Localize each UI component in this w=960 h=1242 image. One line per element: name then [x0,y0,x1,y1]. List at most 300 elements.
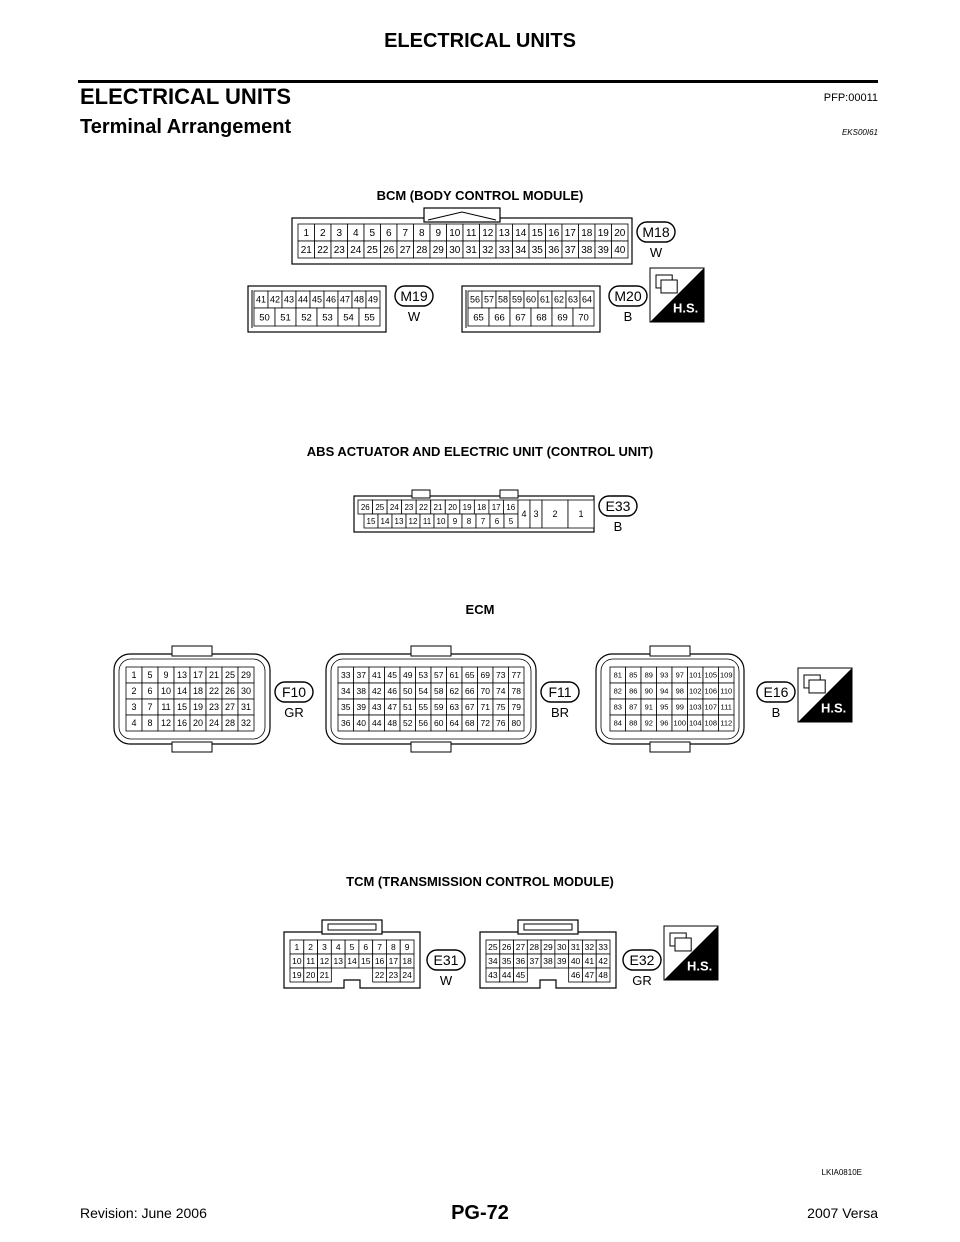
connector-color: W [439,973,453,988]
terminal-number: 8 [147,718,153,729]
hs-badge [650,268,704,322]
terminal-number: 91 [644,702,653,712]
terminal-number: 61 [449,670,459,681]
terminal-number: 106 [704,686,718,696]
terminal-number: 93 [660,670,669,680]
terminal-number: 40 [614,245,626,257]
terminal-number: 3 [131,702,137,713]
terminal-number: 48 [387,718,397,729]
terminal-number: 34 [341,686,351,697]
terminal-number: 24 [350,245,362,257]
terminal-number: 50 [403,686,413,697]
terminal-number: 2 [319,228,326,240]
terminal-number: 34 [515,245,527,257]
terminal-number: 14 [515,228,527,240]
terminal-number: 48 [353,294,365,305]
terminal-number: 18 [477,502,487,512]
terminal-number: 24 [208,718,220,729]
terminal-number: 27 [515,942,526,953]
terminal-number: 35 [531,245,543,257]
terminal-number: 66 [494,312,505,324]
terminal-number: 24 [402,970,412,981]
terminal-number: 20 [192,718,204,729]
connector-m18 [292,208,675,264]
terminal-number: 9 [163,670,169,681]
terminal-number: 86 [629,686,638,696]
terminal-number: 6 [147,686,153,697]
terminal-number: 58 [434,686,444,697]
terminal-number: 40 [356,718,366,729]
terminal-number: 5 [508,516,514,526]
terminal-number: 70 [480,686,490,697]
terminal-number: 10 [436,516,446,526]
terminal-number: 105 [704,670,718,680]
terminal-number: 3 [322,942,327,953]
terminal-number: 26 [383,245,395,257]
terminal-number: 51 [280,312,291,324]
terminal-number: 35 [501,956,512,967]
terminal-number: 101 [688,670,702,680]
terminal-number: 97 [675,670,684,680]
terminal-number: 57 [434,670,444,681]
terminal-number: 6 [494,516,500,526]
terminal-number: 71 [480,702,490,713]
terminal-number: 37 [529,956,539,967]
terminal-number: 11 [306,956,316,967]
terminal-number: 40 [570,956,581,967]
terminal-number: 25 [224,670,236,681]
terminal-number: 68 [465,718,475,729]
terminal-number: 26 [501,942,512,953]
terminal-number: 87 [629,702,638,712]
hs-text: H.S. [687,958,713,974]
terminal-number: 13 [394,516,404,526]
connector-color: B [613,519,623,534]
terminal-number: 28 [529,942,539,953]
terminal-number: 33 [498,245,510,257]
terminal-number: 67 [465,702,475,713]
terminal-number: 22 [419,502,428,512]
terminal-number: 45 [311,294,323,305]
terminal-number: 8 [466,516,472,526]
connector-color: GR [284,705,304,720]
terminal-number: 3 [533,509,539,519]
terminal-number: 103 [688,702,702,712]
terminal-number: 45 [515,970,526,981]
terminal-number: 46 [325,294,337,305]
terminal-number: 68 [536,312,547,324]
terminal-number: 67 [515,312,526,324]
connector-color: W [649,245,663,260]
connector-glyph-icon [675,938,691,951]
terminal-number: 72 [480,718,490,729]
connector-id: F11 [548,684,572,700]
terminal-number: 27 [399,245,411,257]
terminal-number: 44 [501,970,512,981]
terminal-number: 73 [496,670,506,681]
terminal-number: 38 [356,686,366,697]
terminal-number: 1 [131,670,137,681]
terminal-number: 31 [465,245,477,257]
terminal-number: 21 [319,970,330,981]
group-title-ecm: ECM [465,602,495,617]
connector-id: E32 [629,952,655,968]
terminal-number: 54 [418,686,428,697]
connector-e32 [480,920,661,988]
connector-latch [172,742,212,752]
terminal-number: 19 [462,502,472,512]
latch-slot [524,924,572,930]
terminal-number: 2 [308,942,314,953]
terminal-number: 109 [719,670,733,680]
terminal-number: 22 [317,245,329,257]
terminal-number: 1 [294,942,300,953]
terminal-number: 46 [387,686,397,697]
group-title-bcm: BCM (BODY CONTROL MODULE) [376,188,584,203]
terminal-number: 17 [192,670,204,681]
terminal-number: 80 [511,718,521,729]
terminal-number: 10 [292,956,302,967]
terminal-number: 32 [482,245,494,257]
terminal-number: 47 [387,702,397,713]
terminal-number: 32 [584,942,595,953]
connector-e31 [284,920,465,988]
terminal-number: 57 [483,294,495,305]
terminal-number: 25 [488,942,498,953]
terminal-number: 49 [403,670,413,681]
terminal-number: 52 [403,718,413,729]
connector-latch [411,742,451,752]
terminal-number: 111 [720,702,732,712]
terminal-number: 42 [598,956,608,967]
terminal-number: 94 [660,686,669,696]
terminal-number: 42 [269,294,281,305]
terminal-number: 18 [192,686,204,697]
terminal-number: 14 [380,516,390,526]
terminal-number: 2 [552,509,558,519]
terminal-number: 4 [335,942,341,953]
connector-latch [424,208,500,222]
terminal-number: 44 [297,294,309,305]
terminal-number: 14 [176,686,188,697]
terminal-number: 55 [364,312,375,324]
subsection-title: Terminal Arrangement [80,116,292,138]
connector-glyph-icon [661,280,677,293]
terminal-number: 17 [564,228,576,240]
terminal-number: 13 [498,228,510,240]
terminal-number: 15 [531,228,543,240]
hs-badge [798,668,852,722]
terminal-number: 44 [372,718,382,729]
terminal-number: 37 [356,670,366,681]
terminal-number: 23 [333,245,345,257]
terminal-number: 89 [644,670,653,680]
terminal-number: 92 [644,718,653,728]
terminal-number: 53 [322,312,333,324]
terminal-number: 61 [539,294,551,305]
connector-id: M19 [400,288,428,304]
terminal-number: 35 [341,702,351,713]
terminal-number: 29 [543,942,553,953]
terminal-number: 30 [449,245,461,257]
terminal-number: 12 [482,228,494,240]
terminal-number: 1 [578,509,584,519]
terminal-number: 11 [161,702,171,713]
terminal-number: 14 [347,956,357,967]
terminal-number: 43 [372,702,382,713]
terminal-number: 18 [581,228,593,240]
terminal-number: 7 [147,702,153,713]
terminal-number: 27 [224,702,236,713]
connector-id: E16 [763,684,789,700]
terminal-number: 16 [176,718,188,729]
terminal-number: 41 [584,956,595,967]
terminal-number: 7 [480,516,486,526]
terminal-number: 88 [629,718,638,728]
terminal-number: 53 [418,670,428,681]
terminal-number: 4 [352,228,359,240]
terminal-number: 36 [341,718,351,729]
footer-model: 2007 Versa [807,1205,878,1221]
terminal-number: 36 [515,956,526,967]
connector-latch [411,646,451,656]
terminal-number: 59 [511,294,523,305]
terminal-number: 108 [704,718,718,728]
terminal-number: 100 [673,718,687,728]
connector-f11 [326,646,579,752]
page-header: ELECTRICAL UNITS [384,30,576,52]
terminal-number: 75 [496,702,506,713]
terminal-number: 11 [422,516,432,526]
terminal-number: 41 [372,670,382,681]
terminal-number: 69 [480,670,490,681]
terminal-number: 19 [292,970,302,981]
terminal-number: 42 [372,686,382,697]
terminal-number: 16 [506,502,516,512]
terminal-number: 20 [305,970,316,981]
group-title-tcm: TCM (TRANSMISSION CONTROL MODULE) [346,874,614,889]
terminal-number: 5 [369,228,376,240]
connector-id: M18 [642,224,670,240]
terminal-number: 15 [176,702,188,713]
terminal-number: 49 [367,294,379,305]
terminal-number: 30 [557,942,567,953]
terminal-number: 55 [418,702,428,713]
terminal-number: 77 [511,670,521,681]
connector-id: F10 [281,684,307,700]
terminal-number: 41 [255,294,267,305]
terminal-number: 39 [597,245,609,257]
terminal-number: 28 [224,718,236,729]
terminal-number: 66 [465,686,475,697]
connector-color: BR [550,705,570,720]
terminal-number: 81 [613,670,622,680]
terminal-number: 3 [336,228,343,240]
terminal-number: 16 [374,956,385,967]
connector-color: W [407,309,421,324]
terminal-number: 36 [548,245,560,257]
terminal-number: 64 [449,718,459,729]
terminal-number: 6 [363,942,369,953]
terminal-number: 8 [418,228,425,240]
terminal-number: 83 [613,702,622,712]
terminal-number: 5 [147,670,153,681]
terminal-number: 10 [160,686,172,697]
terminal-number: 5 [349,942,355,953]
terminal-number: 15 [361,956,371,967]
subsection-code: EKS00I61 [841,128,878,137]
terminal-number: 74 [496,686,506,697]
terminal-number: 60 [525,294,537,305]
connector-latch [650,742,690,752]
terminal-number: 79 [511,702,521,713]
terminal-number: 64 [581,294,593,305]
terminal-number: 4 [521,509,527,519]
terminal-number: 31 [240,702,252,713]
terminal-number: 65 [473,312,484,324]
connector-latch [172,646,212,656]
connector-e33 [354,490,637,534]
terminal-number: 63 [567,294,579,305]
terminal-number: 26 [224,686,236,697]
terminal-number: 32 [240,718,252,729]
hs-text: H.S. [821,700,847,716]
terminal-number: 38 [581,245,593,257]
terminal-number: 43 [283,294,295,305]
terminal-number: 56 [469,294,481,305]
terminal-number: 23 [208,702,220,713]
terminal-number: 13 [333,956,343,967]
connector-latch [412,490,430,498]
terminal-number: 21 [433,502,443,512]
terminal-number: 45 [387,670,397,681]
terminal-number: 65 [465,670,475,681]
terminal-number: 95 [660,702,669,712]
connector-id: E31 [433,952,459,968]
terminal-number: 9 [452,516,458,526]
terminal-number: 12 [160,718,172,729]
terminal-number: 56 [418,718,428,729]
terminal-number: 24 [389,502,399,512]
terminal-number: 17 [491,502,501,512]
terminal-number: 58 [497,294,509,305]
terminal-number: 7 [377,942,382,953]
terminal-number: 112 [720,718,733,728]
hs-badge [664,926,718,980]
connector-latch [650,646,690,656]
terminal-number: 70 [578,312,589,324]
terminal-number: 12 [319,956,330,967]
terminal-number: 47 [584,970,595,981]
connector-color: GR [632,973,652,988]
terminal-number: 2 [131,686,137,697]
terminal-number: 25 [366,245,378,257]
connector-id: E33 [605,498,631,514]
terminal-number: 90 [644,686,653,696]
terminal-number: 60 [434,718,444,729]
connector-glyph-icon [809,680,825,693]
terminal-number: 37 [564,245,576,257]
terminal-number: 102 [688,686,702,696]
terminal-number: 52 [301,312,312,324]
terminal-number: 85 [629,670,638,680]
terminal-number: 96 [660,718,669,728]
terminal-number: 4 [131,718,137,729]
terminal-number: 10 [449,228,461,240]
hs-text: H.S. [673,300,699,316]
terminal-number: 33 [598,942,608,953]
terminal-number: 21 [300,245,312,257]
terminal-number: 23 [388,970,399,981]
section-code: PFP:00011 [823,92,878,104]
connector-e16 [596,646,795,752]
terminal-number: 104 [688,718,702,728]
terminal-number: 6 [385,228,392,240]
terminal-number: 12 [408,516,418,526]
terminal-number: 29 [240,670,252,681]
terminal-number: 20 [614,228,626,240]
terminal-number: 16 [548,228,560,240]
connector-latch [500,490,518,498]
terminal-number: 48 [598,970,608,981]
footer-page-number: PG-72 [451,1202,509,1224]
footer-revision: Revision: June 2006 [80,1205,207,1221]
terminal-number: 9 [435,228,442,240]
terminal-number: 39 [557,956,567,967]
terminal-number: 43 [488,970,498,981]
terminal-number: 62 [553,294,565,305]
terminal-number: 63 [449,702,459,713]
terminal-number: 15 [366,516,376,526]
terminal-number: 50 [259,312,270,324]
terminal-number: 62 [449,686,459,697]
terminal-number: 19 [597,228,609,240]
terminal-number: 26 [360,502,370,512]
connector-f10 [114,646,313,752]
terminal-number: 28 [416,245,428,257]
connector-m19 [248,286,433,332]
terminal-number: 29 [432,245,444,257]
terminal-number: 1 [303,228,310,240]
terminal-number: 38 [543,956,553,967]
section-title: ELECTRICAL UNITS [80,84,292,109]
terminal-number: 110 [720,686,733,696]
terminal-number: 54 [343,312,354,324]
terminal-number: 23 [404,502,414,512]
terminal-number: 31 [570,942,581,953]
terminal-number: 84 [613,718,622,728]
connector-color: B [771,705,781,720]
terminal-number: 21 [208,670,220,681]
terminal-number: 47 [339,294,351,305]
terminal-number: 18 [402,956,412,967]
terminal-number: 99 [675,702,684,712]
terminal-number: 76 [496,718,506,729]
terminal-number: 69 [557,312,568,324]
terminal-number: 13 [176,670,188,681]
connector-m20 [462,286,647,332]
terminal-number: 59 [434,702,444,713]
terminal-number: 25 [375,502,385,512]
terminal-number: 17 [388,956,399,967]
terminal-number: 107 [704,702,718,712]
terminal-number: 46 [570,970,581,981]
terminal-number: 20 [448,502,457,512]
terminal-number: 33 [341,670,351,681]
terminal-number: 34 [488,956,498,967]
terminal-number: 19 [192,702,204,713]
latch-slot [328,924,376,930]
